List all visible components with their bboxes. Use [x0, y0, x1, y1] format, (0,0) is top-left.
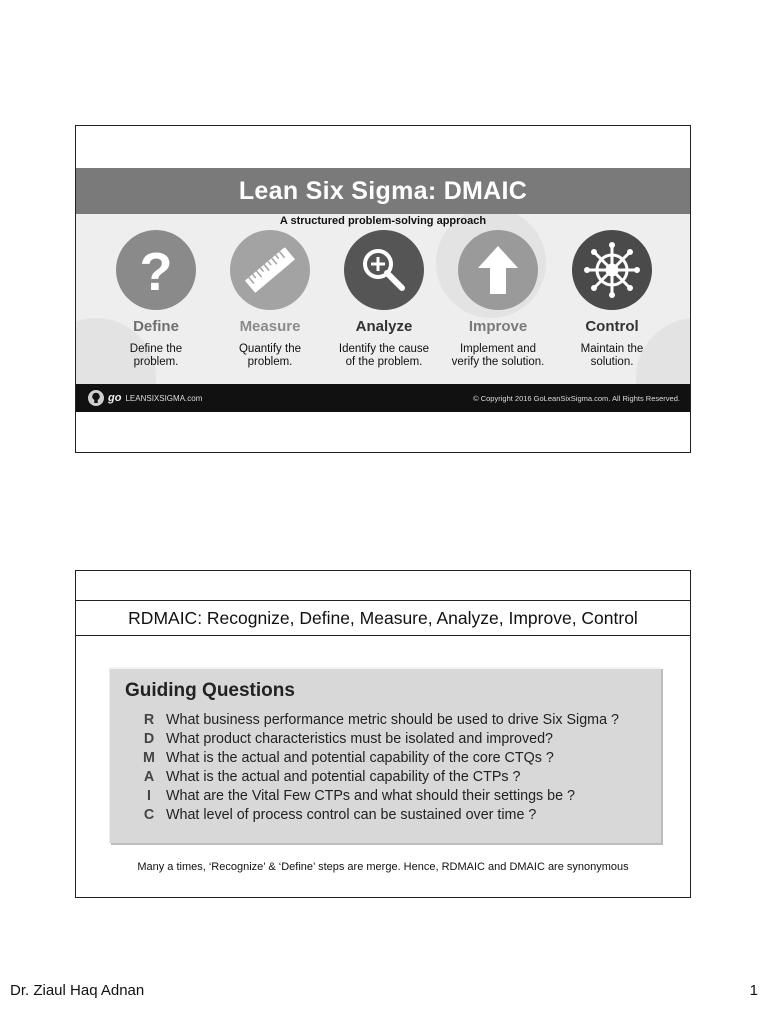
step-description-line: Define the	[129, 343, 183, 355]
question-mark-icon	[116, 230, 196, 310]
question-row	[132, 731, 553, 747]
slide-note: Many a times, ‘Recognize’ & ‘Define’ steps are merge. Hence, RDMAIC and DMAIC are synonymous	[137, 861, 629, 873]
step-description-line: problem.	[133, 356, 179, 368]
copyright-text: © Copyright 2016 GoLeanSixSigma.com. All Rights Reserved.	[473, 393, 680, 403]
row-question: What are the Vital Few CTPs and what should their settings be ?	[166, 788, 575, 804]
row-letter: I	[147, 788, 151, 804]
question-row	[132, 712, 619, 728]
box-title: Guiding Questions	[125, 680, 295, 701]
brand-logo	[88, 390, 202, 406]
magnifier-icon	[344, 230, 424, 310]
question-row	[132, 750, 554, 766]
step-define	[98, 230, 214, 369]
step-description-line: Maintain the	[580, 343, 644, 355]
step-name: Measure	[239, 318, 301, 335]
question-row	[132, 807, 536, 823]
question-row	[132, 788, 575, 804]
row-letter: C	[143, 807, 155, 823]
row-letter: D	[143, 731, 155, 747]
brand-name: LEANSIXSIGMA.com	[125, 393, 203, 403]
dmaic-graphic	[76, 168, 690, 412]
step-description-line: Implement and	[459, 343, 537, 355]
step-description-line: verify the solution.	[451, 356, 545, 368]
slide-subtitle: A structured problem-solving approach	[279, 215, 487, 227]
row-question: What business performance metric should be used to drive Six Sigma ?	[166, 712, 619, 728]
graphic-footer	[76, 384, 690, 412]
step-description-line: Quantify the	[238, 343, 301, 355]
slide-header: RDMAIC: Recognize, Define, Measure, Analyze, Improve, Control	[76, 600, 690, 636]
lightbulb-icon	[88, 390, 104, 406]
question-row	[132, 769, 520, 785]
guiding-questions-box	[109, 667, 661, 843]
step-description	[212, 343, 328, 369]
row-question: What is the actual and potential capability of the core CTQs ?	[166, 750, 554, 766]
step-description	[554, 343, 670, 369]
step-analyze	[326, 230, 442, 369]
row-letter: M	[143, 750, 155, 766]
step-control	[554, 230, 670, 369]
step-improve	[440, 230, 556, 369]
brand-go: go	[108, 392, 122, 404]
step-description-line: problem.	[247, 356, 293, 368]
step-description	[326, 343, 442, 369]
step-description	[98, 343, 214, 369]
ruler-icon	[230, 230, 310, 310]
up-arrow-icon	[458, 230, 538, 310]
step-description-line: of the problem.	[345, 356, 423, 368]
page-number: 1	[749, 982, 758, 999]
step-name: Control	[585, 318, 639, 335]
svg-text:?: ?	[139, 242, 173, 298]
row-question: What level of process control can be sustained over time ?	[166, 807, 537, 823]
author-name: Dr. Ziaul Haq Adnan	[10, 982, 145, 999]
step-name: Improve	[468, 318, 528, 335]
step-name: Analyze	[355, 318, 413, 335]
slide-rdmaic	[75, 570, 691, 898]
step-name: Define	[133, 318, 179, 335]
ship-wheel-icon	[572, 230, 652, 310]
step-description-line: Identify the cause	[338, 343, 430, 355]
row-question: What is the actual and potential capability of the CTPs ?	[166, 769, 521, 785]
step-description-line: solution.	[590, 356, 634, 368]
step-description	[440, 343, 556, 369]
row-letter: R	[143, 712, 155, 728]
row-question: What product characteristics must be isolated and improved?	[166, 731, 553, 747]
row-letter: A	[143, 769, 155, 785]
slide-dmaic	[75, 125, 691, 453]
slide-title: Lean Six Sigma: DMAIC	[238, 176, 528, 205]
title-bar	[76, 168, 690, 214]
step-measure	[212, 230, 328, 369]
